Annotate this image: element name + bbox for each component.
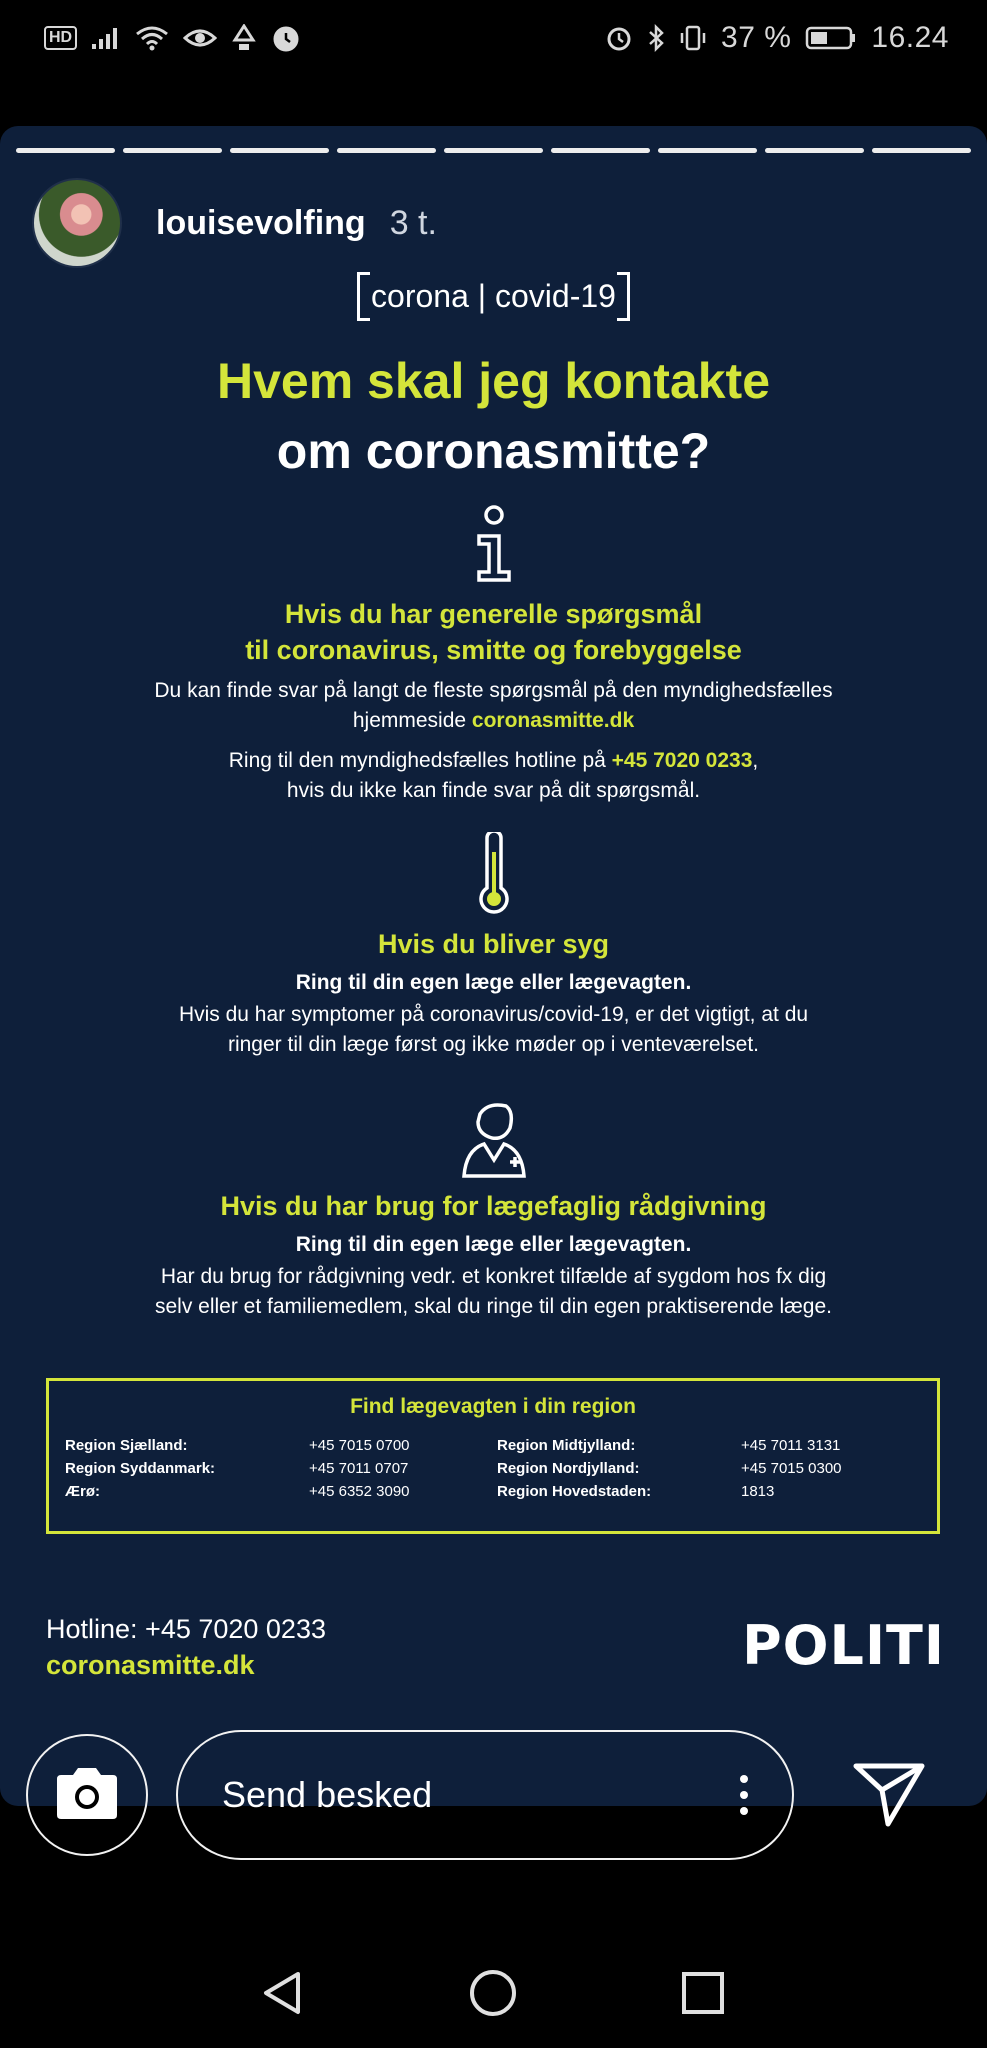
- section-body: [60, 676, 927, 736]
- status-bar: [0, 0, 987, 76]
- progress-segment: [444, 148, 543, 153]
- info-icon: [0, 504, 987, 589]
- poster-hotline: Hotline: +45 7020 0233: [46, 1614, 326, 1644]
- region-name: Region Hovedstaden:: [497, 1483, 652, 1500]
- send-icon: [852, 1815, 926, 1832]
- section-body-text: Ring til den myndighedsfælles hotline på: [228, 749, 612, 772]
- poster-tag-wrapper: [0, 272, 987, 321]
- section-heading: til coronavirus, smitte og forebyggelse: [245, 635, 742, 665]
- section-subheading: Ring til din egen læge eller lægevagten.: [295, 1233, 692, 1256]
- recycle-icon: [231, 24, 257, 52]
- progress-segment: [551, 148, 650, 153]
- poster-title-line2: om coronasmitte?: [276, 423, 711, 479]
- progress-segment: [872, 148, 971, 153]
- section-body-text: ringer til din læge først og ikke møder op i venteværelset.: [227, 1033, 760, 1056]
- recents-icon: [678, 2005, 728, 2022]
- section-subheading: Ring til din egen læge eller lægevagten.: [295, 971, 692, 994]
- region-name: Region Sjælland:: [65, 1437, 188, 1454]
- section-body-text: hvis du ikke kan finde svar på dit spørgsmål.: [286, 779, 701, 802]
- section-body: [60, 746, 927, 806]
- region-phone: +45 7015 0700: [309, 1437, 410, 1454]
- more-vertical-icon[interactable]: [740, 1775, 748, 1815]
- avatar[interactable]: [32, 178, 122, 268]
- region-phone: +45 6352 3090: [309, 1483, 410, 1500]
- section-body-text: Du kan finde svar på langt de fleste spørgsmål på den myndighedsfælles: [154, 679, 833, 702]
- poster-website[interactable]: coronasmitte.dk: [46, 1650, 255, 1680]
- progress-segment: [16, 148, 115, 153]
- progress-segment: [230, 148, 329, 153]
- battery-icon: [805, 25, 857, 51]
- region-box-title: Find lægevagten i din region: [350, 1395, 636, 1418]
- section-body-text: ,: [752, 749, 759, 772]
- section-body-text: Hvis du har symptomer på coronavirus/covid-19, er det vigtigt, at du: [178, 1003, 809, 1026]
- section-medical-advice: [60, 1188, 927, 1322]
- eye-icon: [183, 26, 217, 50]
- region-name: Region Midtjylland:: [497, 1437, 636, 1454]
- story-card[interactable]: [0, 126, 987, 1806]
- home-button[interactable]: [468, 1968, 518, 2018]
- camera-button[interactable]: [26, 1734, 148, 1856]
- wifi-icon: [135, 25, 169, 51]
- section-body-text: selv eller et familiemedlem, skal du ringe til din egen praktiserende læge.: [154, 1295, 832, 1318]
- section-heading: Hvis du har generelle spørgsmål: [284, 599, 703, 629]
- story-header[interactable]: [32, 178, 437, 268]
- progress-segment: [123, 148, 222, 153]
- recents-button[interactable]: [678, 1968, 728, 2018]
- section-if-sick: [60, 926, 927, 1060]
- region-table: [65, 1437, 921, 1500]
- region-name: Ærø:: [65, 1483, 100, 1500]
- status-bar-right: [605, 21, 949, 55]
- alarm-icon: [271, 23, 301, 53]
- section-body-text: Har du brug for rådgivning vedr. et konkret tilfælde af sygdom hos fx dig: [160, 1265, 827, 1288]
- thermometer-icon: [0, 832, 987, 921]
- section-heading: Hvis du har brug for lægefaglig rådgivning: [220, 1191, 767, 1221]
- message-placeholder: Send besked: [222, 1774, 433, 1815]
- system-nav-bar: [0, 1938, 987, 2048]
- clock: 16.24: [871, 21, 949, 54]
- doctor-icon: [0, 1100, 987, 1185]
- battery-percent: 37 %: [721, 21, 792, 54]
- alarm-icon: [605, 24, 633, 52]
- send-button[interactable]: [852, 1760, 926, 1828]
- section-heading: Hvis du bliver syg: [377, 929, 610, 959]
- bluetooth-icon: [647, 24, 665, 52]
- website-link[interactable]: coronasmitte.dk: [471, 709, 635, 732]
- progress-segment: [658, 148, 757, 153]
- hotline-number[interactable]: +45 7020 0233: [611, 749, 753, 772]
- story-progress-bar: [16, 148, 971, 153]
- region-phone: +45 7011 3131: [741, 1437, 841, 1454]
- region-phone: +45 7011 0707: [309, 1460, 409, 1477]
- progress-segment: [337, 148, 436, 153]
- back-icon: [258, 2005, 308, 2022]
- section-body: [60, 1000, 927, 1060]
- section-general-questions: [60, 596, 927, 806]
- status-bar-left: [44, 23, 301, 53]
- camera-icon: [53, 1765, 121, 1826]
- poster-title-line1: Hvem skal jeg kontakte: [216, 353, 771, 409]
- hd-badge: HD: [44, 26, 77, 50]
- signal-icon: [91, 26, 121, 50]
- politi-logo: POLITI: [742, 1614, 945, 1677]
- region-box: [46, 1378, 940, 1534]
- progress-segment: [765, 148, 864, 153]
- region-name: Region Nordjylland:: [497, 1460, 640, 1477]
- section-body: [60, 1262, 927, 1322]
- story-timestamp: 3 t.: [389, 203, 437, 242]
- vibrate-icon: [679, 24, 707, 52]
- region-phone: 1813: [741, 1483, 775, 1500]
- message-input[interactable]: [176, 1730, 794, 1860]
- corona-poster: [0, 126, 987, 1806]
- region-phone: +45 7015 0300: [741, 1460, 842, 1477]
- poster-tag: corona | covid-19: [357, 272, 630, 321]
- back-button[interactable]: [258, 1968, 308, 2018]
- section-body-text: hjemmeside: [352, 709, 472, 732]
- region-name: Region Syddanmark:: [65, 1460, 216, 1477]
- story-username[interactable]: louisevolfing: [156, 203, 366, 242]
- home-icon: [468, 2005, 518, 2022]
